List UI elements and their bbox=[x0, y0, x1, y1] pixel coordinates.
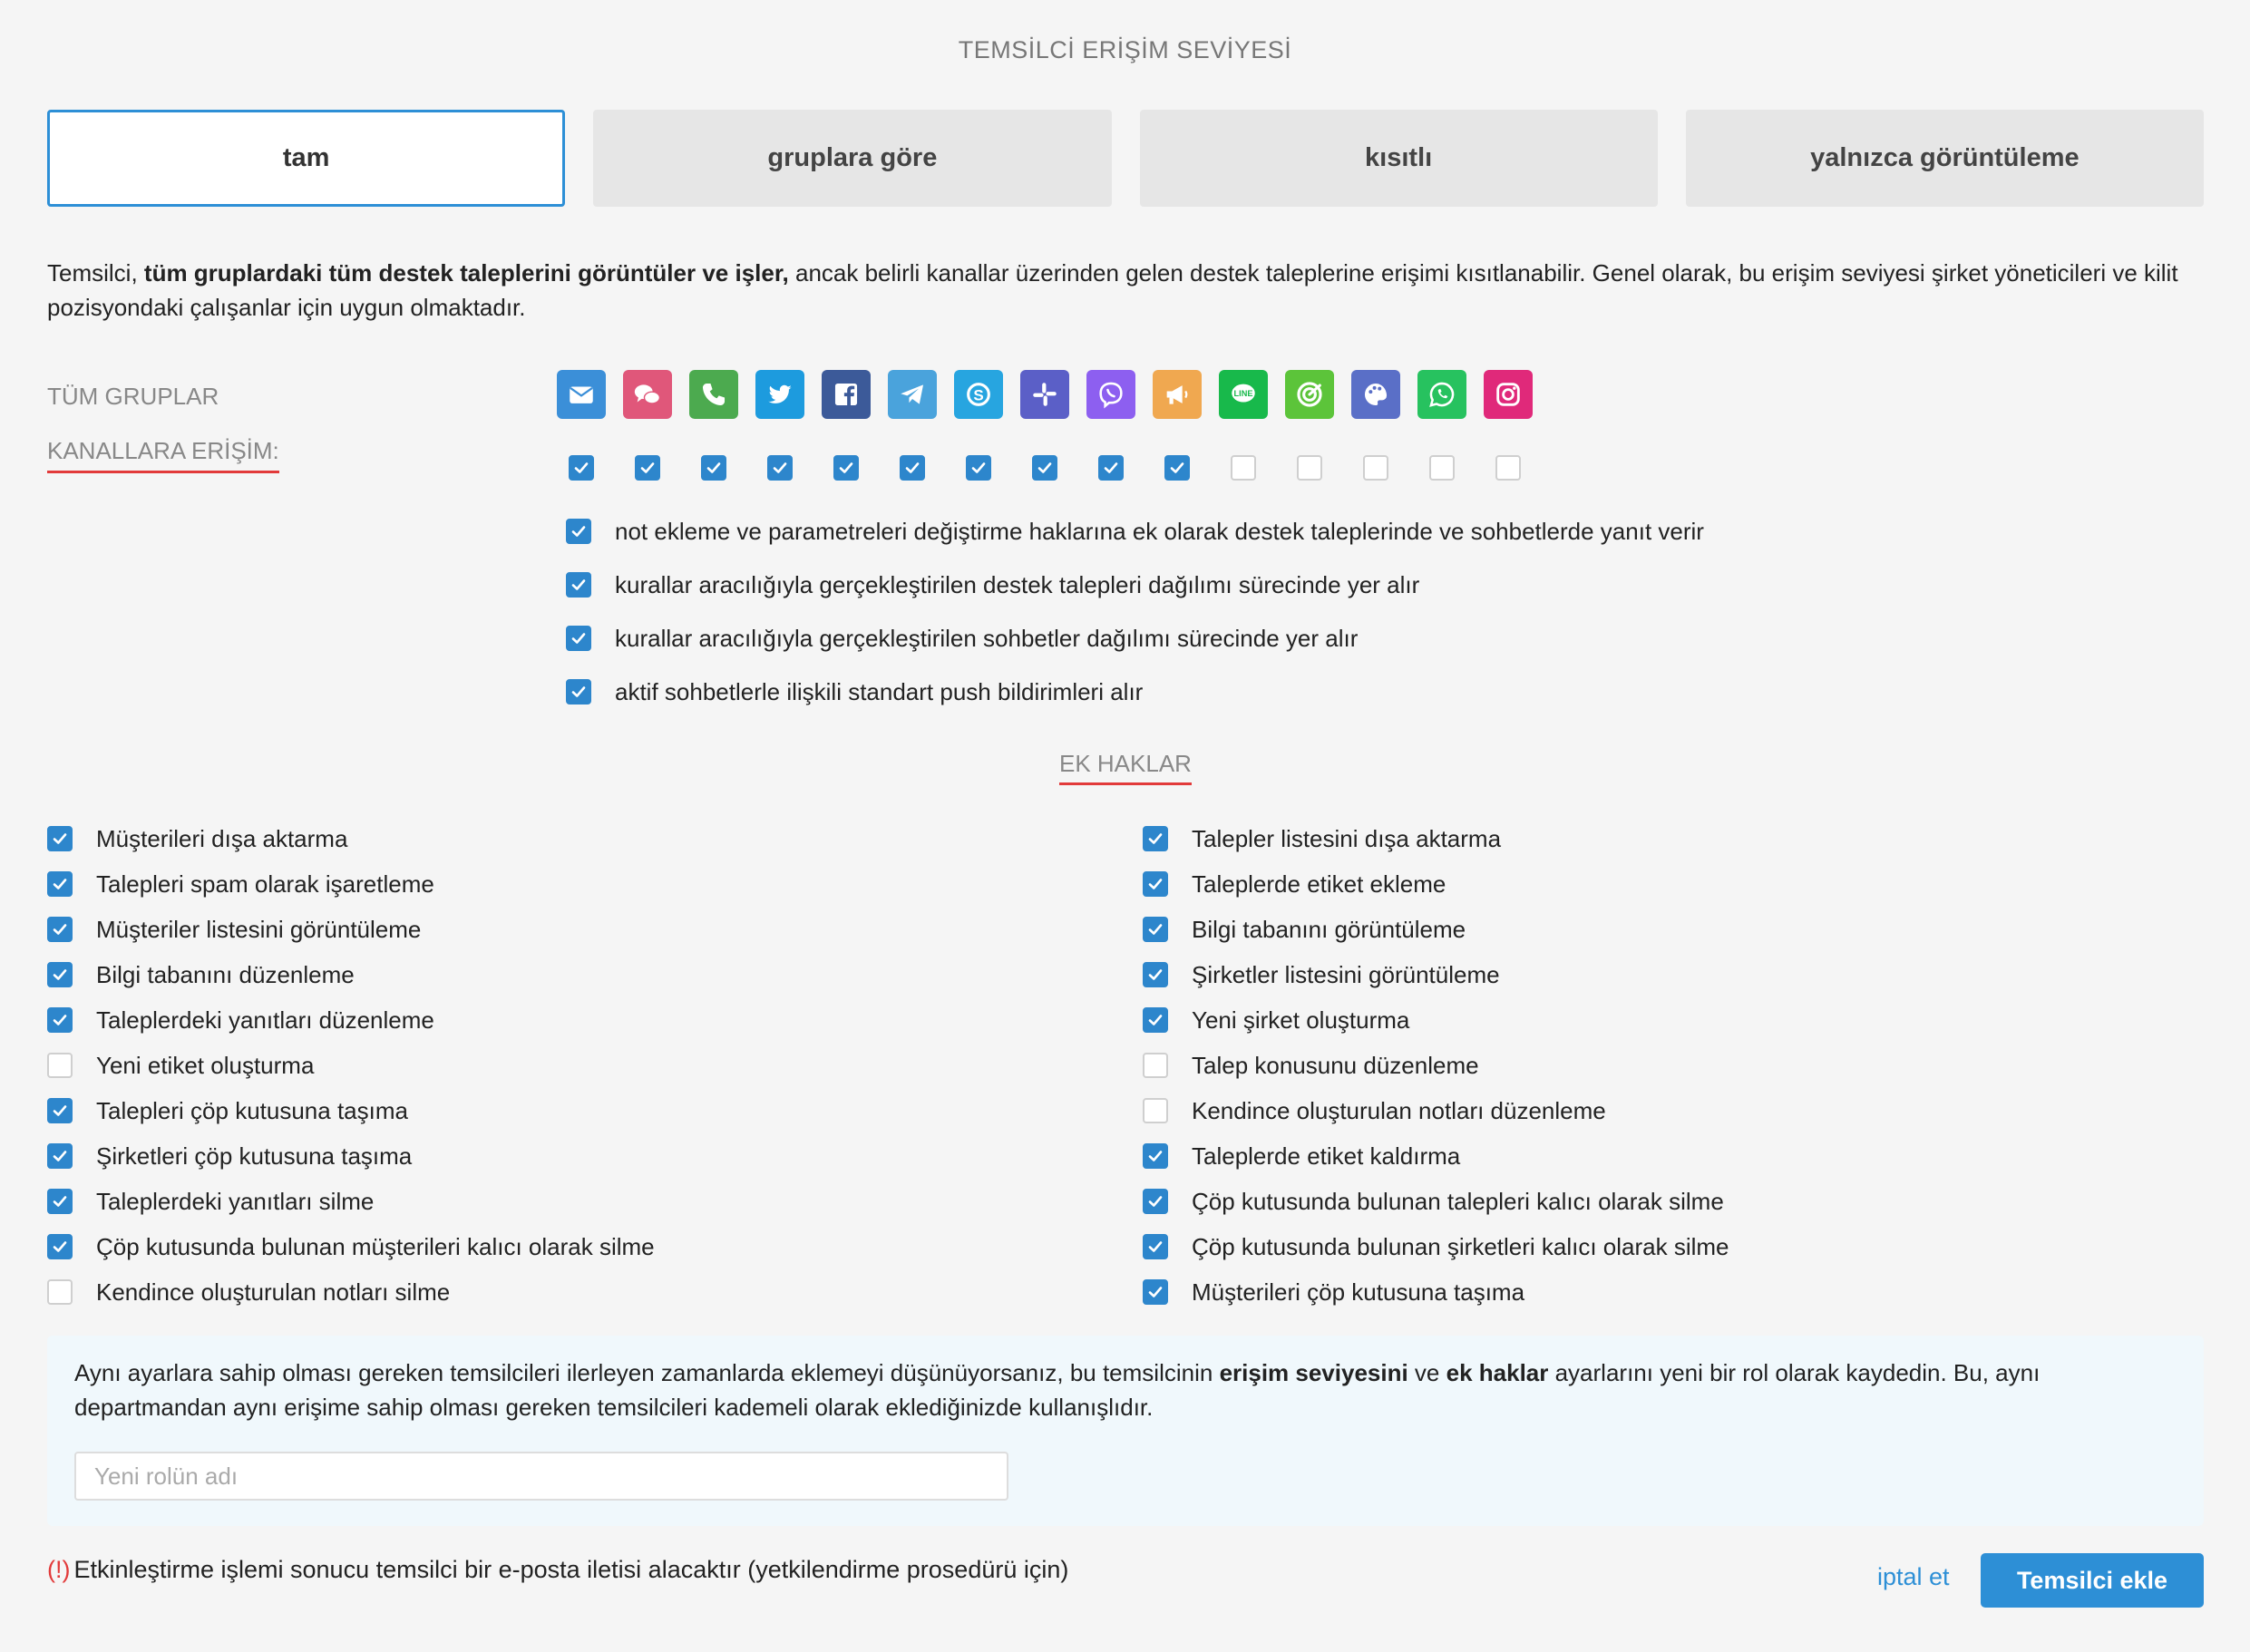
telegram-icon bbox=[888, 370, 937, 419]
skype-icon bbox=[954, 370, 1003, 419]
viber-icon bbox=[1086, 370, 1135, 419]
right-checkbox[interactable] bbox=[1143, 871, 1168, 897]
channel-checkbox[interactable] bbox=[966, 455, 991, 481]
right-checkbox[interactable] bbox=[47, 1098, 73, 1123]
right-row[interactable] bbox=[47, 997, 655, 1043]
right-label: Yeni etiket oluşturma bbox=[96, 1051, 315, 1079]
save-role-panel bbox=[47, 1336, 2204, 1526]
right-checkbox[interactable] bbox=[1143, 1234, 1168, 1259]
right-checkbox[interactable] bbox=[47, 1279, 73, 1305]
right-label: Bilgi tabanını görüntüleme bbox=[1192, 915, 1466, 943]
option-label: aktif sohbetlerle ilişkili standart push bildirimleri alır bbox=[615, 677, 1144, 705]
right-label: Yeni şirket oluşturma bbox=[1192, 1006, 1410, 1034]
right-checkbox[interactable] bbox=[1143, 1143, 1168, 1169]
right-row[interactable] bbox=[1143, 1088, 1729, 1133]
role-text-1: Aynı ayarlara sahip olması gereken temsilcileri ilerleyen zamanlarda eklemeyi düşünüyorsanız, bu temsilcinin bbox=[74, 1359, 1220, 1386]
agent-options bbox=[566, 514, 1704, 728]
right-checkbox[interactable] bbox=[47, 917, 73, 942]
channel-item bbox=[1285, 370, 1334, 481]
option-label: not ekleme ve parametreleri değiştirme haklarına ek olarak destek taleplerinde ve sohbetlerde yanıt verir bbox=[615, 517, 1704, 545]
channel-access-label: KANALLARA ERİŞİM: bbox=[47, 437, 279, 473]
svg-text:LINE: LINE bbox=[1233, 389, 1253, 399]
right-label: Taleplerde etiket ekleme bbox=[1192, 870, 1446, 898]
cancel-link[interactable]: iptal et bbox=[1877, 1563, 1950, 1590]
right-label: Müşterileri dışa aktarma bbox=[96, 824, 348, 852]
right-checkbox[interactable] bbox=[47, 962, 73, 987]
email-icon bbox=[557, 370, 606, 419]
right-checkbox[interactable] bbox=[1143, 826, 1168, 851]
right-checkbox[interactable] bbox=[47, 1189, 73, 1214]
option-label: kurallar aracılığıyla gerçekleştirilen destek talepleri dağılımı sürecinde yer alır bbox=[615, 570, 1420, 598]
right-checkbox[interactable] bbox=[47, 1053, 73, 1078]
option-checkbox[interactable] bbox=[566, 519, 591, 544]
extra-rights-title: EK HAKLAR bbox=[1059, 750, 1192, 785]
right-checkbox[interactable] bbox=[1143, 917, 1168, 942]
option-row[interactable] bbox=[566, 514, 1704, 549]
phone-icon bbox=[689, 370, 738, 419]
access-level-button[interactable]: tam bbox=[47, 110, 565, 207]
channel-checkbox[interactable] bbox=[701, 455, 726, 481]
option-checkbox[interactable] bbox=[566, 626, 591, 651]
channel-checkbox[interactable] bbox=[569, 455, 594, 481]
channel-item bbox=[1086, 370, 1135, 481]
all-groups-label: TÜM GRUPLAR bbox=[47, 383, 219, 410]
right-label: Talepleri çöp kutusuna taşıma bbox=[96, 1096, 408, 1124]
right-label: Şirketler listesini görüntüleme bbox=[1192, 960, 1500, 988]
right-row[interactable] bbox=[47, 816, 655, 861]
channel-checkbox[interactable] bbox=[1032, 455, 1057, 481]
slack-icon bbox=[1020, 370, 1069, 419]
right-label: Müşteriler listesini görüntüleme bbox=[96, 915, 422, 943]
right-checkbox[interactable] bbox=[1143, 1053, 1168, 1078]
rights-column-right bbox=[1143, 816, 1729, 1315]
right-row[interactable] bbox=[47, 952, 655, 997]
right-label: Çöp kutusunda bulunan müşterileri kalıcı olarak silme bbox=[96, 1232, 655, 1260]
role-bold-2: ek haklar bbox=[1446, 1359, 1549, 1386]
channel-item bbox=[888, 370, 937, 481]
whatsapp-icon bbox=[1417, 370, 1466, 419]
right-checkbox[interactable] bbox=[47, 1007, 73, 1033]
channel-checkbox[interactable] bbox=[1231, 455, 1256, 481]
right-row[interactable] bbox=[47, 1224, 655, 1269]
right-row[interactable] bbox=[47, 1133, 655, 1179]
right-label: Taleplerdeki yanıtları düzenleme bbox=[96, 1006, 434, 1034]
channel-checkbox[interactable] bbox=[1495, 455, 1521, 481]
channel-item bbox=[1219, 370, 1268, 481]
right-row[interactable] bbox=[47, 907, 655, 952]
role-info-text bbox=[74, 1356, 2177, 1424]
right-checkbox[interactable] bbox=[1143, 1007, 1168, 1033]
facebook-icon bbox=[822, 370, 871, 419]
right-row[interactable] bbox=[1143, 1133, 1729, 1179]
channel-checkbox[interactable] bbox=[900, 455, 925, 481]
right-row[interactable] bbox=[47, 1088, 655, 1133]
channel-item bbox=[689, 370, 738, 481]
right-checkbox[interactable] bbox=[47, 826, 73, 851]
description-bold: tüm gruplardaki tüm destek taleplerini görüntüler ve işler, bbox=[143, 259, 789, 287]
access-level-button[interactable]: kısıtlı bbox=[1140, 110, 1658, 207]
option-row[interactable] bbox=[566, 568, 1704, 602]
right-label: Çöp kutusunda bulunan talepleri kalıcı olarak silme bbox=[1192, 1187, 1724, 1215]
palette-icon bbox=[1351, 370, 1400, 419]
instagram-icon bbox=[1484, 370, 1533, 419]
access-level-selector bbox=[47, 110, 2204, 207]
option-row[interactable] bbox=[566, 621, 1704, 656]
activation-notice bbox=[47, 1556, 1068, 1584]
twitter-icon bbox=[755, 370, 804, 419]
right-checkbox[interactable] bbox=[47, 1234, 73, 1259]
right-row[interactable] bbox=[1143, 1179, 1729, 1224]
right-label: Kendince oluşturulan notları silme bbox=[96, 1278, 451, 1306]
right-label: Taleplerde etiket kaldırma bbox=[1192, 1142, 1461, 1170]
right-checkbox[interactable] bbox=[1143, 1189, 1168, 1214]
option-label: kurallar aracılığıyla gerçekleştirilen sohbetler dağılımı sürecinde yer alır bbox=[615, 624, 1359, 652]
right-row[interactable] bbox=[47, 1043, 655, 1088]
channel-checkbox[interactable] bbox=[1297, 455, 1322, 481]
channel-checkbox[interactable] bbox=[1363, 455, 1388, 481]
access-level-button[interactable]: gruplara göre bbox=[593, 110, 1111, 207]
role-name-input[interactable] bbox=[74, 1452, 1008, 1501]
right-checkbox[interactable] bbox=[1143, 962, 1168, 987]
channel-checkbox[interactable] bbox=[767, 455, 793, 481]
right-label: Çöp kutusunda bulunan şirketleri kalıcı olarak silme bbox=[1192, 1232, 1729, 1260]
right-row[interactable] bbox=[47, 1269, 655, 1315]
right-row[interactable] bbox=[1143, 816, 1729, 861]
channel-item bbox=[755, 370, 804, 481]
warning-mark: (!) bbox=[47, 1556, 71, 1583]
svg-text:S: S bbox=[973, 386, 984, 404]
level-description bbox=[47, 256, 2206, 325]
right-row[interactable] bbox=[1143, 861, 1729, 907]
channel-item bbox=[822, 370, 871, 481]
option-checkbox[interactable] bbox=[566, 572, 591, 598]
right-row[interactable] bbox=[47, 861, 655, 907]
channel-item bbox=[1484, 370, 1533, 481]
channel-item bbox=[1020, 370, 1069, 481]
right-checkbox[interactable] bbox=[1143, 1279, 1168, 1305]
role-bold-1: erişim seviyesini bbox=[1219, 1359, 1408, 1386]
right-label: Talepleri spam olarak işaretleme bbox=[96, 870, 434, 898]
channel-item bbox=[1417, 370, 1466, 481]
channel-checkbox[interactable] bbox=[635, 455, 660, 481]
description-prefix: Temsilci, bbox=[47, 259, 144, 287]
right-checkbox[interactable] bbox=[47, 871, 73, 897]
role-text-3: ayarlarını yeni bir rol olarak kaydedin. Bu, aynı departmandan aynı erişime sahip olması gereken temsilcileri kademeli olarak eklediğinizde kullanışlıdır. bbox=[74, 1359, 2041, 1421]
megaphone-icon bbox=[1153, 370, 1202, 419]
right-checkbox[interactable] bbox=[1143, 1098, 1168, 1123]
channel-list bbox=[557, 370, 1533, 481]
channel-item bbox=[1153, 370, 1202, 481]
channel-item bbox=[623, 370, 672, 481]
channel-item bbox=[1351, 370, 1400, 481]
add-agent-button[interactable]: Temsilci ekle bbox=[1981, 1553, 2204, 1608]
right-checkbox[interactable] bbox=[47, 1143, 73, 1169]
right-label: Taleplerdeki yanıtları silme bbox=[96, 1187, 375, 1215]
chat-icon bbox=[623, 370, 672, 419]
option-row[interactable] bbox=[566, 675, 1704, 709]
role-text-2: ve bbox=[1407, 1359, 1446, 1386]
description-suffix: ancak belirli kanallar üzerinden gelen destek taleplerine erişimi kısıtlanabilir. Genel olarak, bu erişim seviyesi şirket yöneticileri ve kilit pozisyondaki çalışanlar için uygun olmaktadır. bbox=[47, 259, 2178, 321]
notice-text: Etkinleştirme işlemi sonucu temsilci bir e-posta iletisi alacaktır (yetkilendirme prosedürü için) bbox=[73, 1556, 1069, 1583]
right-label: Müşterileri çöp kutusuna taşıma bbox=[1192, 1278, 1525, 1306]
right-row[interactable] bbox=[1143, 1224, 1729, 1269]
right-label: Talepler listesini dışa aktarma bbox=[1192, 824, 1502, 852]
channel-checkbox[interactable] bbox=[833, 455, 859, 481]
access-level-button[interactable]: yalnızca görüntüleme bbox=[1686, 110, 2204, 207]
option-checkbox[interactable] bbox=[566, 679, 591, 705]
right-label: Bilgi tabanını düzenleme bbox=[96, 960, 355, 988]
right-row[interactable] bbox=[47, 1179, 655, 1224]
page-title: TEMSİLCİ ERİŞİM SEVİYESİ bbox=[958, 36, 1292, 63]
right-label: Talep konusunu düzenleme bbox=[1192, 1051, 1479, 1079]
right-row[interactable] bbox=[1143, 1043, 1729, 1088]
line-icon bbox=[1219, 370, 1268, 419]
right-row[interactable] bbox=[1143, 907, 1729, 952]
channel-item bbox=[954, 370, 1003, 481]
channel-checkbox[interactable] bbox=[1429, 455, 1455, 481]
rights-column-left bbox=[47, 816, 655, 1315]
channel-item bbox=[557, 370, 606, 481]
right-row[interactable] bbox=[1143, 952, 1729, 997]
right-row[interactable] bbox=[1143, 1269, 1729, 1315]
right-row[interactable] bbox=[1143, 997, 1729, 1043]
right-label: Şirketleri çöp kutusuna taşıma bbox=[96, 1142, 413, 1170]
right-label: Kendince oluşturulan notları düzenleme bbox=[1192, 1096, 1606, 1124]
channel-checkbox[interactable] bbox=[1098, 455, 1124, 481]
target-icon bbox=[1285, 370, 1334, 419]
channel-checkbox[interactable] bbox=[1164, 455, 1190, 481]
